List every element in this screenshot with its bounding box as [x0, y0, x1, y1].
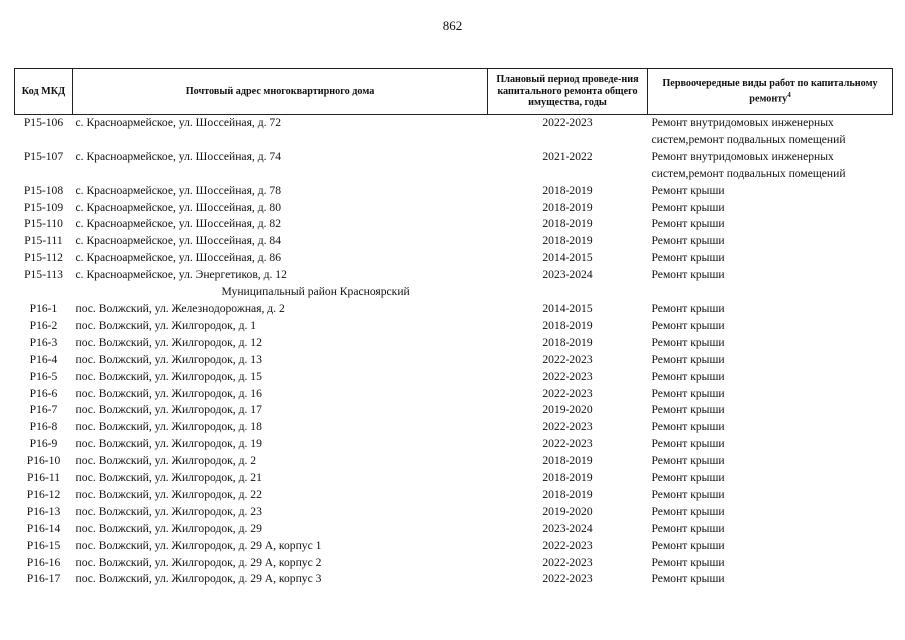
period-cell: 2023-2024 — [542, 521, 593, 535]
mkd-code-cell: Р16-2 — [29, 318, 58, 332]
table-row — [15, 216, 893, 233]
period-cell: 2022-2023 — [542, 369, 593, 383]
period-cell: 2022-2023 — [542, 352, 593, 366]
table-row — [15, 538, 893, 555]
period-cell: 2018-2019 — [542, 200, 593, 214]
works-line: Ремонт крыши — [651, 386, 725, 400]
table-row — [15, 352, 893, 369]
works-line: Ремонт крыши — [651, 487, 725, 501]
address-cell: пос. Волжский, ул. Жилгородок, д. 16 — [75, 386, 262, 400]
table-row — [15, 504, 893, 521]
header-code: Код МКД — [15, 69, 73, 115]
header-address: Почтовый адрес многоквартирного дома — [73, 69, 488, 115]
works-line: ремонт подвальных помещений — [688, 166, 846, 180]
period-cell: 2023-2024 — [542, 268, 593, 282]
table-row — [15, 250, 893, 267]
mkd-code-cell: Р16-11 — [26, 471, 61, 485]
works-cell — [648, 504, 893, 521]
address-cell: с. Красноармейское, ул. Шоссейная, д. 72 — [75, 116, 281, 129]
works-cell — [648, 386, 893, 403]
table-row — [15, 386, 893, 403]
works-cell — [648, 250, 893, 267]
address-cell: с. Красноармейское, ул. Шоссейная, д. 78 — [75, 183, 281, 197]
table-row — [15, 436, 893, 453]
address-cell: пос. Волжский, ул. Жилгородок, д. 2 — [75, 454, 257, 468]
period-cell: 2022-2023 — [542, 572, 593, 586]
table-row — [15, 301, 893, 318]
table-header — [15, 69, 893, 115]
mkd-code-cell: Р16-17 — [26, 572, 61, 586]
period-cell: 2014-2015 — [542, 251, 593, 265]
period-cell: 2018-2019 — [542, 454, 593, 468]
mkd-code-cell: Р16-3 — [29, 335, 58, 349]
works-cell — [648, 216, 893, 233]
section-row — [15, 284, 893, 301]
address-cell: пос. Волжский, ул. Жилгородок, д. 21 — [75, 471, 262, 485]
period-cell: 2019-2020 — [542, 504, 593, 518]
table-row — [15, 200, 893, 217]
mkd-code-cell: Р16-6 — [29, 386, 58, 400]
table-row — [15, 233, 893, 250]
address-cell: пос. Волжский, ул. Жилгородок, д. 29 А, корпус 1 — [75, 538, 322, 552]
works-line: ремонт подвальных помещений — [688, 132, 846, 146]
works-line: Ремонт крыши — [651, 183, 725, 197]
address-cell: пос. Волжский, ул. Жилгородок, д. 29 — [75, 521, 262, 535]
table-row — [15, 149, 893, 183]
table-row — [15, 571, 893, 588]
works-line: Ремонт крыши — [651, 335, 725, 349]
mkd-code-cell: Р15-109 — [23, 200, 64, 214]
table-row — [15, 521, 893, 538]
works-cell — [648, 115, 893, 149]
works-line: Ремонт крыши — [651, 369, 725, 383]
address-cell: с. Красноармейское, ул. Шоссейная, д. 82 — [75, 217, 281, 231]
address-cell: пос. Волжский, ул. Железнодорожная, д. 2 — [75, 301, 285, 315]
period-cell: 2022-2023 — [542, 555, 593, 569]
works-cell — [648, 436, 893, 453]
works-cell — [648, 267, 893, 284]
works-line: Ремонт крыши — [651, 538, 725, 552]
works-line: Ремонт внутридомовых инженерных систем, — [651, 116, 834, 146]
table-row — [15, 470, 893, 487]
header-works — [648, 69, 893, 115]
table-body — [15, 115, 893, 589]
works-line: Ремонт крыши — [651, 555, 725, 569]
works-line: Ремонт крыши — [651, 251, 725, 265]
period-cell: 2022-2023 — [542, 116, 593, 129]
period-cell: 2018-2019 — [542, 183, 593, 197]
address-cell: пос. Волжский, ул. Жилгородок, д. 22 — [75, 487, 262, 501]
page-number: 862 — [442, 18, 463, 33]
period-cell: 2022-2023 — [542, 386, 593, 400]
mkd-code-cell: Р16-10 — [26, 454, 61, 468]
works-cell — [648, 470, 893, 487]
period-cell: 2022-2023 — [542, 420, 593, 434]
period-cell: 2018-2019 — [542, 471, 593, 485]
table-row — [15, 183, 893, 200]
mkd-code-cell: Р16-12 — [26, 487, 61, 501]
works-cell — [648, 335, 893, 352]
works-line: Ремонт крыши — [651, 572, 725, 586]
mkd-code-cell: Р16-7 — [29, 403, 58, 417]
table-row — [15, 369, 893, 386]
works-line: Ремонт крыши — [651, 352, 725, 366]
table-row — [15, 335, 893, 352]
mkd-code-cell: Р15-110 — [24, 217, 63, 231]
works-line: Ремонт крыши — [651, 301, 725, 315]
address-cell: пос. Волжский, ул. Жилгородок, д. 23 — [75, 504, 262, 518]
period-cell: 2018-2019 — [542, 335, 593, 349]
works-line: Ремонт крыши — [651, 234, 725, 248]
table-row — [15, 115, 893, 149]
address-cell: пос. Волжский, ул. Жилгородок, д. 15 — [75, 369, 262, 383]
mkd-code-cell: Р15-107 — [23, 149, 64, 163]
table-row — [15, 453, 893, 470]
address-cell: пос. Волжский, ул. Жилгородок, д. 1 — [75, 318, 257, 332]
period-cell: 2022-2023 — [542, 538, 593, 552]
works-cell — [648, 402, 893, 419]
mkd-code-cell: Р16-9 — [29, 437, 58, 451]
works-line: Ремонт крыши — [651, 403, 725, 417]
mkd-code-cell: Р16-15 — [26, 538, 61, 552]
address-cell: с. Красноармейское, ул. Шоссейная, д. 86 — [75, 251, 281, 265]
address-cell: пос. Волжский, ул. Жилгородок, д. 29 А, корпус 3 — [75, 572, 322, 586]
mkd-code-cell: Р16-5 — [29, 369, 58, 383]
mkd-code-cell: Р16-4 — [29, 352, 58, 366]
works-line: Ремонт внутридомовых инженерных систем, — [651, 149, 834, 180]
address-cell: пос. Волжский, ул. Жилгородок, д. 13 — [75, 352, 262, 366]
works-line: Ремонт крыши — [651, 437, 725, 451]
works-line: Ремонт крыши — [651, 521, 725, 535]
works-cell — [648, 453, 893, 470]
mkd-code-cell: Р16-14 — [26, 521, 61, 535]
works-cell — [648, 521, 893, 538]
works-cell — [648, 352, 893, 369]
table-row — [15, 487, 893, 504]
address-cell: с. Красноармейское, ул. Энергетиков, д. 12 — [75, 268, 287, 282]
header-works-text: Первоочередные виды работ по капитальному ремонту — [662, 78, 878, 105]
section-title: Муниципальный район Красноярский — [221, 285, 410, 299]
works-line: Ремонт крыши — [651, 454, 725, 468]
table-row — [15, 419, 893, 436]
works-line: Ремонт крыши — [651, 471, 725, 485]
table-row — [15, 402, 893, 419]
mkd-code-cell: Р16-13 — [26, 504, 61, 518]
address-cell: с. Красноармейское, ул. Шоссейная, д. 74 — [75, 149, 281, 163]
mkd-code-cell: Р16-8 — [29, 420, 58, 434]
works-cell — [648, 419, 893, 436]
address-cell: с. Красноармейское, ул. Шоссейная, д. 84 — [75, 234, 281, 248]
period-cell: 2022-2023 — [542, 437, 593, 451]
works-cell — [648, 301, 893, 318]
works-cell — [648, 571, 893, 588]
period-cell: 2018-2019 — [542, 487, 593, 501]
mkd-code-cell: Р15-111 — [24, 234, 63, 248]
address-cell: пос. Волжский, ул. Жилгородок, д. 19 — [75, 437, 262, 451]
works-cell — [648, 233, 893, 250]
period-cell: 2018-2019 — [542, 318, 593, 332]
table-row — [15, 267, 893, 284]
capital-repair-table — [14, 68, 893, 588]
address-cell: пос. Волжский, ул. Жилгородок, д. 12 — [75, 335, 262, 349]
mkd-code-cell: Р15-112 — [24, 251, 63, 265]
works-cell — [648, 200, 893, 217]
works-cell — [648, 538, 893, 555]
period-cell: 2021-2022 — [542, 149, 593, 163]
table-row — [15, 555, 893, 572]
address-cell: с. Красноармейское, ул. Шоссейная, д. 80 — [75, 200, 281, 214]
works-line: Ремонт крыши — [651, 504, 725, 518]
works-cell — [648, 487, 893, 504]
period-cell: 2019-2020 — [542, 403, 593, 417]
works-line: Ремонт крыши — [651, 268, 725, 282]
address-cell: пос. Волжский, ул. Жилгородок, д. 17 — [75, 403, 262, 417]
mkd-code-cell: Р16-16 — [26, 555, 61, 569]
works-cell — [648, 369, 893, 386]
header-period: Плановый период проведе-ния капитального ремонта общего имущества, годы — [488, 69, 648, 115]
works-cell — [648, 318, 893, 335]
mkd-code-cell: Р15-106 — [23, 116, 64, 129]
works-line: Ремонт крыши — [651, 420, 725, 434]
period-cell: 2014-2015 — [542, 301, 593, 315]
mkd-code-cell: Р15-113 — [24, 268, 63, 282]
works-cell — [648, 183, 893, 200]
works-line: Ремонт крыши — [651, 217, 725, 231]
works-line: Ремонт крыши — [651, 318, 725, 332]
mkd-code-cell: Р15-108 — [23, 183, 64, 197]
works-line: Ремонт крыши — [651, 200, 725, 214]
works-cell — [648, 555, 893, 572]
table-row — [15, 318, 893, 335]
period-cell: 2018-2019 — [542, 234, 593, 248]
mkd-code-cell: Р16-1 — [29, 301, 58, 315]
period-cell: 2018-2019 — [542, 217, 593, 231]
address-cell: пос. Волжский, ул. Жилгородок, д. 29 А, корпус 2 — [75, 555, 322, 569]
address-cell: пос. Волжский, ул. Жилгородок, д. 18 — [75, 420, 262, 434]
works-cell — [648, 149, 893, 183]
header-works-footnote: 4 — [787, 90, 791, 99]
